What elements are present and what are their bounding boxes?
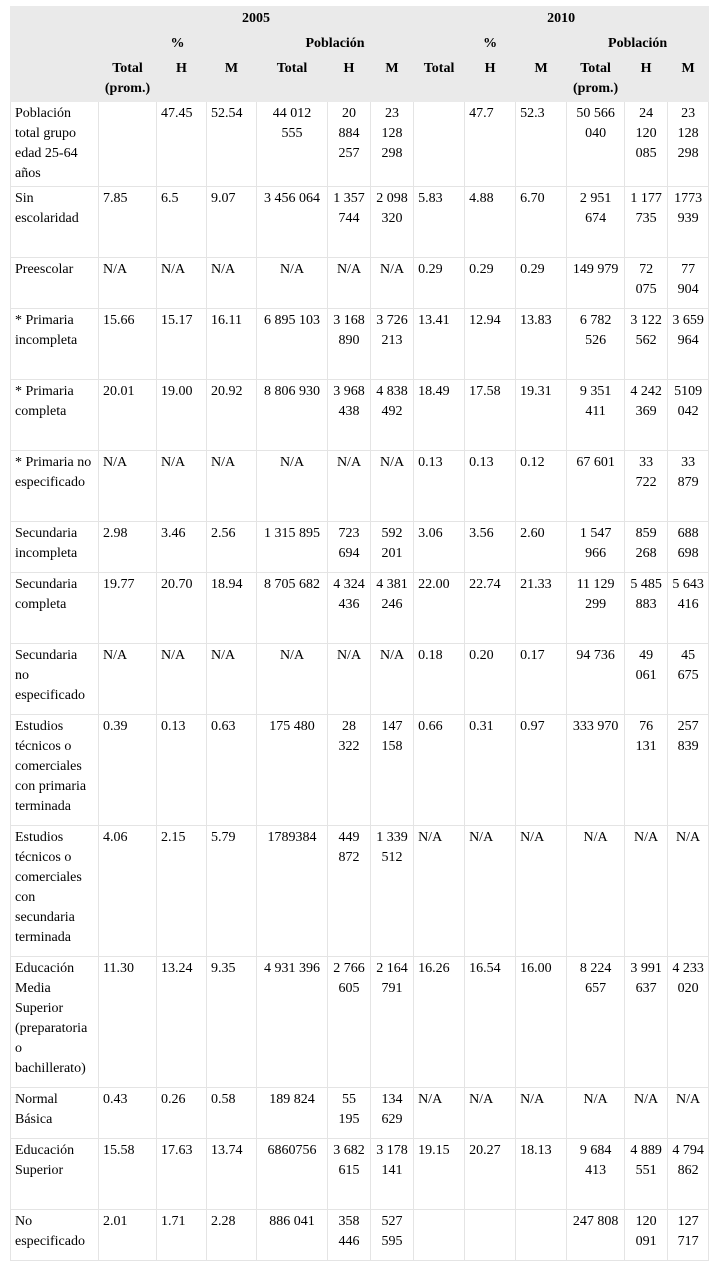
- header-row-sub: [11, 57, 709, 102]
- table-row: [11, 309, 709, 380]
- table-cell: [465, 1210, 516, 1261]
- table-cell: 0.18: [414, 644, 465, 715]
- table-cell: 175 480: [257, 715, 328, 826]
- table-cell: 1 177 735: [625, 187, 668, 258]
- table-cell: 23 128 298: [371, 102, 414, 187]
- table-cell: 5 485 883: [625, 573, 668, 644]
- sub-header: Total (prom.): [99, 57, 157, 102]
- table-cell: 0.31: [465, 715, 516, 826]
- table-cell: 47.7: [465, 102, 516, 187]
- table-cell: 67 601: [567, 451, 625, 522]
- table-cell: 33 722: [625, 451, 668, 522]
- table-cell: 3 726 213: [371, 309, 414, 380]
- table-cell: 1773 939: [668, 187, 709, 258]
- pct-header-2005: %: [99, 32, 257, 57]
- year-2005-header: 2005: [99, 7, 414, 32]
- table-cell: N/A: [328, 644, 371, 715]
- table-row: [11, 258, 709, 309]
- table-cell: 0.17: [516, 644, 567, 715]
- table-cell: N/A: [257, 258, 328, 309]
- row-label: Estudios técnicos o comerciales con primaria terminada: [11, 715, 99, 826]
- row-label: Educación Media Superior (preparatoria o bachillerato): [11, 957, 99, 1088]
- table-row: [11, 187, 709, 258]
- table-row: [11, 573, 709, 644]
- table-cell: N/A: [99, 644, 157, 715]
- table-cell: 20.27: [465, 1139, 516, 1210]
- table-row: [11, 1088, 709, 1139]
- table-cell: 22.00: [414, 573, 465, 644]
- table-cell: 1 547 966: [567, 522, 625, 573]
- table-cell: 72 075: [625, 258, 668, 309]
- table-cell: 0.13: [465, 451, 516, 522]
- table-cell: 17.63: [157, 1139, 207, 1210]
- row-label: Secundaria completa: [11, 573, 99, 644]
- table-cell: [99, 102, 157, 187]
- table-cell: 2 164 791: [371, 957, 414, 1088]
- table-cell: 2 098 320: [371, 187, 414, 258]
- table-cell: 333 970: [567, 715, 625, 826]
- table-cell: 23 128 298: [668, 102, 709, 187]
- table-cell: [414, 102, 465, 187]
- table-cell: 0.12: [516, 451, 567, 522]
- table-cell: 11 129 299: [567, 573, 625, 644]
- table-cell: 8 806 930: [257, 380, 328, 451]
- table-cell: N/A: [625, 1088, 668, 1139]
- table-cell: 0.13: [414, 451, 465, 522]
- table-cell: 52.3: [516, 102, 567, 187]
- table-cell: 20 884 257: [328, 102, 371, 187]
- table-cell: 1.71: [157, 1210, 207, 1261]
- table-cell: 33 879: [668, 451, 709, 522]
- table-cell: 6860756: [257, 1139, 328, 1210]
- table-cell: N/A: [371, 451, 414, 522]
- table-cell: 9.35: [207, 957, 257, 1088]
- table-cell: 2.01: [99, 1210, 157, 1261]
- table-cell: 19.77: [99, 573, 157, 644]
- table-cell: 20.70: [157, 573, 207, 644]
- table-cell: 24 120 085: [625, 102, 668, 187]
- table-cell: 8 705 682: [257, 573, 328, 644]
- sub-header: M: [207, 57, 257, 102]
- table-cell: 3 968 438: [328, 380, 371, 451]
- row-label: * Primaria no especificado: [11, 451, 99, 522]
- table-cell: 592 201: [371, 522, 414, 573]
- table-cell: N/A: [257, 644, 328, 715]
- sub-header: M: [516, 57, 567, 102]
- table-cell: 45 675: [668, 644, 709, 715]
- table-cell: 6.70: [516, 187, 567, 258]
- table-cell: 2 951 674: [567, 187, 625, 258]
- table-cell: 22.74: [465, 573, 516, 644]
- table-cell: N/A: [328, 258, 371, 309]
- pob-header-2005: Población: [257, 32, 414, 57]
- table-cell: 2.56: [207, 522, 257, 573]
- row-label: No especificado: [11, 1210, 99, 1261]
- table-cell: 0.20: [465, 644, 516, 715]
- table-cell: 5 643 416: [668, 573, 709, 644]
- table-row: [11, 451, 709, 522]
- table-cell: N/A: [157, 451, 207, 522]
- table-cell: 9 684 413: [567, 1139, 625, 1210]
- table-cell: 18.49: [414, 380, 465, 451]
- table-cell: 15.66: [99, 309, 157, 380]
- row-label: * Primaria completa: [11, 380, 99, 451]
- table-cell: N/A: [207, 258, 257, 309]
- table-cell: 859 268: [625, 522, 668, 573]
- table-cell: 16.26: [414, 957, 465, 1088]
- table-cell: 3 168 890: [328, 309, 371, 380]
- table-cell: 2.98: [99, 522, 157, 573]
- corner-cell: [11, 32, 99, 57]
- table-cell: 0.26: [157, 1088, 207, 1139]
- table-row: [11, 826, 709, 957]
- table-cell: 13.24: [157, 957, 207, 1088]
- row-label: Población total grupo edad 25-64 años: [11, 102, 99, 187]
- row-label: * Primaria incompleta: [11, 309, 99, 380]
- table-cell: 2.60: [516, 522, 567, 573]
- pct-header-2010: %: [414, 32, 567, 57]
- row-label: Educación Superior: [11, 1139, 99, 1210]
- sub-header: H: [465, 57, 516, 102]
- sub-header: Total (prom.): [567, 57, 625, 102]
- table-cell: 1 315 895: [257, 522, 328, 573]
- table-cell: 4 324 436: [328, 573, 371, 644]
- table-cell: 0.43: [99, 1088, 157, 1139]
- table-row: [11, 715, 709, 826]
- table-cell: 0.58: [207, 1088, 257, 1139]
- table-cell: [414, 1210, 465, 1261]
- education-data-table: [10, 6, 709, 1261]
- table-cell: N/A: [99, 451, 157, 522]
- table-cell: 8 224 657: [567, 957, 625, 1088]
- table-cell: 3 682 615: [328, 1139, 371, 1210]
- table-cell: 4 233 020: [668, 957, 709, 1088]
- year-2010-header: 2010: [414, 7, 709, 32]
- table-cell: 127 717: [668, 1210, 709, 1261]
- row-label: Secundaria no especificado: [11, 644, 99, 715]
- table-cell: 4 838 492: [371, 380, 414, 451]
- sub-header: H: [625, 57, 668, 102]
- table-cell: 688 698: [668, 522, 709, 573]
- table-cell: 0.39: [99, 715, 157, 826]
- table-cell: 49 061: [625, 644, 668, 715]
- table-cell: 18.94: [207, 573, 257, 644]
- row-label: Preescolar: [11, 258, 99, 309]
- table-cell: 723 694: [328, 522, 371, 573]
- table-cell: 44 012 555: [257, 102, 328, 187]
- table-cell: 149 979: [567, 258, 625, 309]
- table-cell: N/A: [465, 826, 516, 957]
- table-cell: N/A: [567, 1088, 625, 1139]
- corner-cell: [11, 57, 99, 102]
- table-cell: 4 242 369: [625, 380, 668, 451]
- table-cell: 886 041: [257, 1210, 328, 1261]
- table-cell: [516, 1210, 567, 1261]
- table-cell: 189 824: [257, 1088, 328, 1139]
- sub-header: M: [371, 57, 414, 102]
- pob-header-2010: Población: [567, 32, 709, 57]
- sub-header: Total: [257, 57, 328, 102]
- table-cell: 11.30: [99, 957, 157, 1088]
- table-cell: 2.15: [157, 826, 207, 957]
- table-cell: 7.85: [99, 187, 157, 258]
- table-header: [11, 7, 709, 102]
- table-row: [11, 1210, 709, 1261]
- table-cell: 3 456 064: [257, 187, 328, 258]
- table-cell: 3.56: [465, 522, 516, 573]
- table-cell: 76 131: [625, 715, 668, 826]
- table-cell: 16.11: [207, 309, 257, 380]
- table-cell: 9.07: [207, 187, 257, 258]
- table-cell: N/A: [99, 258, 157, 309]
- table-cell: N/A: [465, 1088, 516, 1139]
- table-cell: 77 904: [668, 258, 709, 309]
- sub-header: M: [668, 57, 709, 102]
- table-cell: 13.74: [207, 1139, 257, 1210]
- table-cell: 0.29: [414, 258, 465, 309]
- table-cell: 1789384: [257, 826, 328, 957]
- table-cell: 4.88: [465, 187, 516, 258]
- header-row-groups: [11, 32, 709, 57]
- table-row: [11, 380, 709, 451]
- table-cell: 5.79: [207, 826, 257, 957]
- table-row: [11, 522, 709, 573]
- table-cell: 3.06: [414, 522, 465, 573]
- table-cell: N/A: [567, 826, 625, 957]
- table-cell: 527 595: [371, 1210, 414, 1261]
- table-cell: N/A: [414, 1088, 465, 1139]
- row-label: Estudios técnicos o comerciales con secundaria terminada: [11, 826, 99, 957]
- sub-header: H: [157, 57, 207, 102]
- table-cell: 50 566 040: [567, 102, 625, 187]
- table-cell: 247 808: [567, 1210, 625, 1261]
- table-cell: 5109 042: [668, 380, 709, 451]
- table-cell: N/A: [207, 644, 257, 715]
- table-cell: 6.5: [157, 187, 207, 258]
- table-cell: 2 766 605: [328, 957, 371, 1088]
- row-label: Sin escolaridad: [11, 187, 99, 258]
- table-cell: 0.13: [157, 715, 207, 826]
- row-label: Secundaria incompleta: [11, 522, 99, 573]
- table-row: [11, 102, 709, 187]
- sub-header: H: [328, 57, 371, 102]
- table-cell: 6 782 526: [567, 309, 625, 380]
- table-cell: 4 381 246: [371, 573, 414, 644]
- sub-header: Total: [414, 57, 465, 102]
- table-cell: 3 178 141: [371, 1139, 414, 1210]
- table-cell: 28 322: [328, 715, 371, 826]
- table-cell: 94 736: [567, 644, 625, 715]
- table-cell: 6 895 103: [257, 309, 328, 380]
- table-cell: N/A: [257, 451, 328, 522]
- table-cell: 4.06: [99, 826, 157, 957]
- table-cell: N/A: [157, 258, 207, 309]
- table-cell: 47.45: [157, 102, 207, 187]
- table-cell: 19.31: [516, 380, 567, 451]
- table-cell: 0.66: [414, 715, 465, 826]
- table-cell: N/A: [625, 826, 668, 957]
- table-cell: 134 629: [371, 1088, 414, 1139]
- table-row: [11, 644, 709, 715]
- table-cell: N/A: [668, 826, 709, 957]
- table-cell: 19.00: [157, 380, 207, 451]
- table-cell: 13.41: [414, 309, 465, 380]
- table-cell: 19.15: [414, 1139, 465, 1210]
- table-cell: 12.94: [465, 309, 516, 380]
- table-row: [11, 1139, 709, 1210]
- table-row: [11, 957, 709, 1088]
- table-cell: 18.13: [516, 1139, 567, 1210]
- table-cell: 147 158: [371, 715, 414, 826]
- table-cell: 3.46: [157, 522, 207, 573]
- table-cell: N/A: [371, 258, 414, 309]
- table-cell: 1 339 512: [371, 826, 414, 957]
- table-cell: N/A: [668, 1088, 709, 1139]
- table-cell: 3 122 562: [625, 309, 668, 380]
- table-cell: 55 195: [328, 1088, 371, 1139]
- table-cell: 52.54: [207, 102, 257, 187]
- table-cell: 2.28: [207, 1210, 257, 1261]
- table-cell: N/A: [371, 644, 414, 715]
- table-body: [11, 102, 709, 1261]
- table-cell: 4 794 862: [668, 1139, 709, 1210]
- table-cell: 17.58: [465, 380, 516, 451]
- table-cell: N/A: [157, 644, 207, 715]
- table-cell: 0.29: [465, 258, 516, 309]
- table-cell: 5.83: [414, 187, 465, 258]
- table-cell: 358 446: [328, 1210, 371, 1261]
- table-cell: 0.97: [516, 715, 567, 826]
- table-cell: 9 351 411: [567, 380, 625, 451]
- table-cell: 20.01: [99, 380, 157, 451]
- table-cell: 257 839: [668, 715, 709, 826]
- table-cell: 3 991 637: [625, 957, 668, 1088]
- corner-cell: [11, 7, 99, 32]
- table-cell: 15.58: [99, 1139, 157, 1210]
- table-cell: 15.17: [157, 309, 207, 380]
- table-cell: N/A: [207, 451, 257, 522]
- table-cell: 20.92: [207, 380, 257, 451]
- table-cell: 16.00: [516, 957, 567, 1088]
- header-row-years: [11, 7, 709, 32]
- row-label: Normal Básica: [11, 1088, 99, 1139]
- table-cell: 449 872: [328, 826, 371, 957]
- table-cell: N/A: [516, 1088, 567, 1139]
- table-cell: 13.83: [516, 309, 567, 380]
- table-cell: 21.33: [516, 573, 567, 644]
- table-cell: 120 091: [625, 1210, 668, 1261]
- table-cell: N/A: [516, 826, 567, 957]
- table-cell: 16.54: [465, 957, 516, 1088]
- table-cell: N/A: [328, 451, 371, 522]
- table-cell: 0.63: [207, 715, 257, 826]
- table-cell: 3 659 964: [668, 309, 709, 380]
- table-cell: 4 889 551: [625, 1139, 668, 1210]
- table-cell: 0.29: [516, 258, 567, 309]
- table-cell: 4 931 396: [257, 957, 328, 1088]
- table-cell: N/A: [414, 826, 465, 957]
- table-cell: 1 357 744: [328, 187, 371, 258]
